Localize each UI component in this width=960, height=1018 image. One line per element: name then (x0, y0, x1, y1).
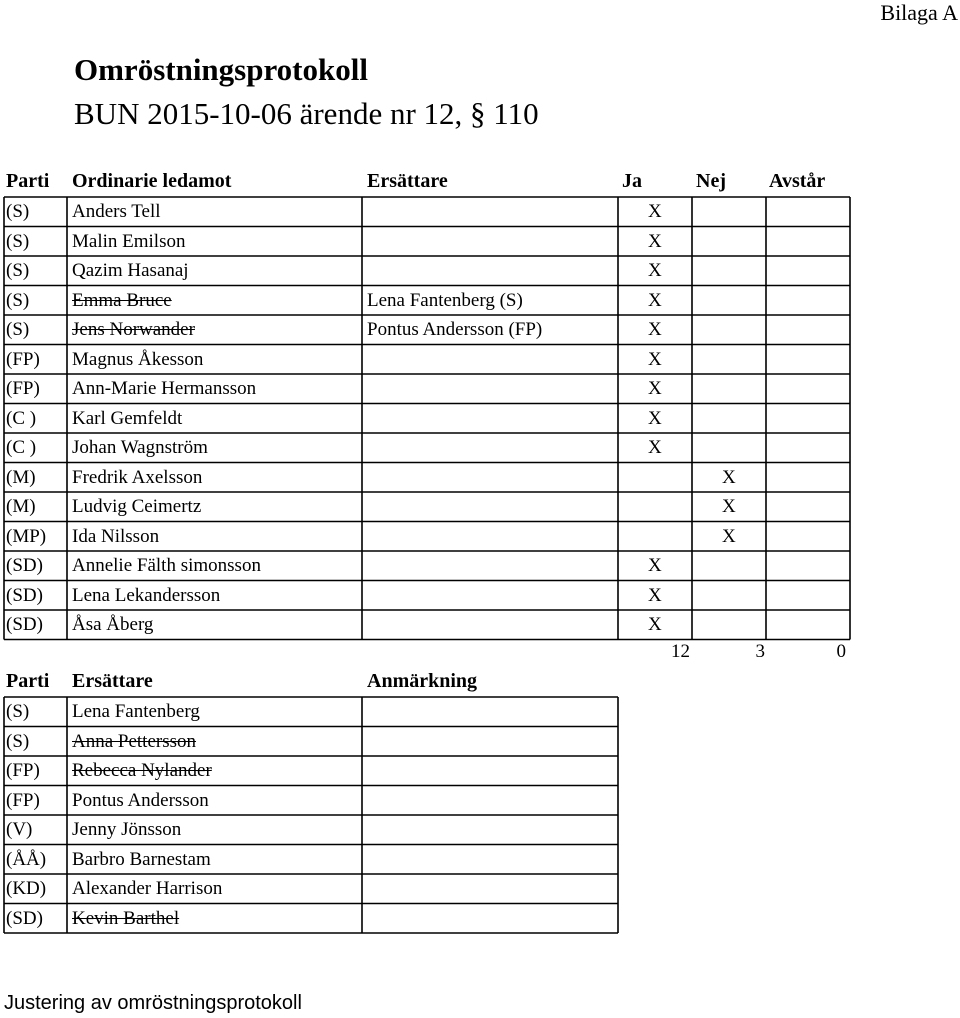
sub-row-name: Lena Fantenberg (72, 701, 200, 722)
vote-row-ordinarie: Anders Tell (72, 201, 161, 222)
vote-mark-ja: X (648, 201, 662, 222)
vote-mark-ja: X (648, 348, 662, 370)
vote-row-ordinarie: Ann-Marie Hermansson (72, 378, 257, 399)
vote-row-parti: (SD) (6, 584, 43, 606)
footer-text: Justering av omröstningsprotokoll (4, 992, 302, 1014)
vote-row-ersattare: Pontus Andersson (FP) (367, 319, 543, 340)
vote-header-ersattare: Ersättare (367, 170, 448, 192)
vote-header-avstar: Avstår (769, 170, 826, 192)
vote-row-ordinarie: Åsa Åberg (72, 614, 154, 635)
page-title: Omröstningsprotokoll (74, 52, 368, 87)
vote-mark-ja: X (648, 437, 662, 458)
vote-row-ordinarie: Jens Norwander (72, 319, 195, 340)
sub-row-parti: (S) (6, 730, 30, 752)
vote-header-ja: Ja (622, 170, 642, 192)
vote-row-parti: (C ) (6, 437, 37, 458)
vote-mark-nej: X (722, 496, 736, 517)
vote-row-ordinarie: Emma Bruce (72, 289, 172, 311)
sub-header-ersattare: Ersättare (72, 670, 153, 692)
sub-row-name: Alexander Harrison (72, 878, 223, 899)
sub-row-parti: (SD) (6, 907, 43, 929)
sub-row-name: Rebecca Nylander (72, 760, 212, 781)
vote-mark-ja: X (648, 555, 662, 576)
vote-mark-ja: X (648, 289, 662, 311)
vote-row-ersattare: Lena Fantenberg (S) (367, 289, 523, 311)
sub-row-name: Jenny Jönsson (72, 819, 182, 840)
vote-row-parti: (S) (6, 230, 30, 252)
sub-row-name: Pontus Andersson (72, 789, 209, 811)
vote-row-parti: (M) (6, 466, 36, 488)
vote-header-parti: Parti (6, 170, 50, 192)
total-nej: 3 (755, 641, 765, 662)
vote-mark-nej: X (722, 466, 736, 488)
vote-row-ordinarie: Ida Nilsson (72, 525, 160, 547)
sub-row-name: Kevin Barthel (72, 907, 180, 929)
vote-row-parti: (SD) (6, 614, 43, 635)
vote-row-ordinarie: Johan Wagnström (72, 437, 208, 458)
vote-row-ordinarie: Karl Gemfeldt (72, 407, 183, 429)
total-avstar: 0 (836, 641, 846, 662)
sub-row-parti: (V) (6, 819, 33, 840)
sub-row-parti: (S) (6, 701, 30, 722)
vote-row-parti: (MP) (6, 525, 47, 547)
sub-row-parti: (FP) (6, 789, 40, 811)
vote-row-parti: (C ) (6, 407, 37, 429)
vote-mark-nej: X (722, 525, 736, 547)
vote-row-ordinarie: Fredrik Axelsson (72, 466, 203, 488)
sub-header-parti: Parti (6, 670, 50, 692)
vote-mark-ja: X (648, 614, 662, 635)
vote-row-parti: (S) (6, 319, 30, 340)
vote-mark-ja: X (648, 378, 662, 399)
vote-mark-ja: X (648, 319, 662, 340)
vote-row-ordinarie: Annelie Fälth simonsson (72, 555, 261, 576)
vote-row-ordinarie: Lena Lekandersson (72, 584, 221, 606)
vote-mark-ja: X (648, 260, 662, 281)
vote-mark-ja: X (648, 584, 662, 606)
sub-row-name: Anna Pettersson (72, 730, 197, 752)
vote-row-ordinarie: Ludvig Ceimertz (72, 496, 202, 517)
vote-row-ordinarie: Magnus Åkesson (72, 348, 204, 370)
sub-header-anmarkning: Anmärkning (367, 670, 478, 692)
page-subtitle: BUN 2015-10-06 ärende nr 12, § 110 (74, 96, 539, 131)
sub-row-name: Barbro Barnestam (72, 848, 211, 870)
vote-mark-ja: X (648, 407, 662, 429)
vote-header-nej: Nej (696, 170, 726, 192)
vote-mark-ja: X (648, 230, 662, 252)
vote-row-ordinarie: Qazim Hasanaj (72, 260, 189, 281)
vote-row-ordinarie: Malin Emilson (72, 230, 186, 252)
vote-row-parti: (S) (6, 260, 30, 281)
vote-row-parti: (M) (6, 496, 36, 517)
appendix-label: Bilaga A (880, 0, 958, 25)
vote-row-parti: (FP) (6, 348, 40, 370)
sub-row-parti: (FP) (6, 760, 40, 781)
sub-row-parti: (ÅÅ) (6, 848, 47, 870)
vote-row-parti: (SD) (6, 555, 43, 576)
sub-row-parti: (KD) (6, 878, 47, 899)
vote-row-parti: (S) (6, 201, 30, 222)
vote-row-parti: (S) (6, 289, 30, 311)
vote-header-ordinarie: Ordinarie ledamot (72, 170, 232, 192)
vote-row-parti: (FP) (6, 378, 40, 399)
total-ja: 12 (671, 641, 690, 662)
